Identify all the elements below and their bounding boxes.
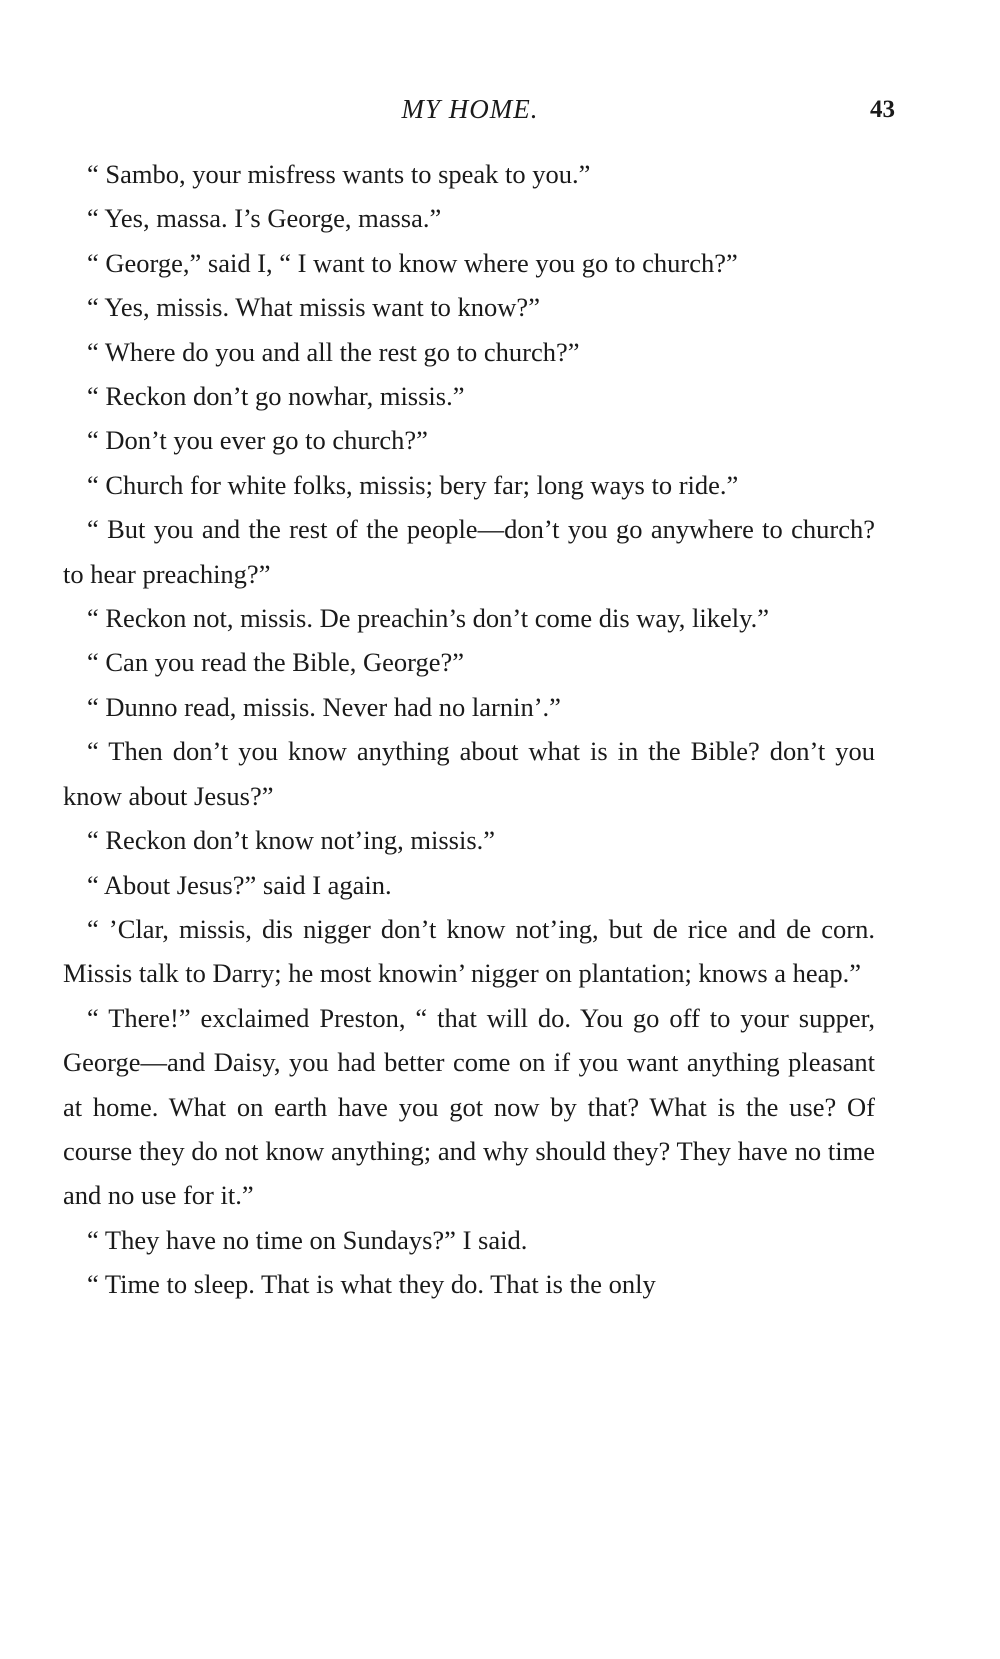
paragraph: “ But you and the rest of the people—don’t you go anywhere to church? to hear preaching?” xyxy=(63,514,875,589)
paragraph: “ They have no time on Sundays?” I said. xyxy=(87,1224,528,1255)
paragraph: “ ’Clar, missis, dis nigger don’t know not’ing, but de rice and de corn. Missis talk to Darry; he most knowin’ nigger on plantation; knows a heap.” xyxy=(63,913,875,989)
paragraph: “ Yes, massa. I’s George, massa.” xyxy=(87,203,442,234)
paragraph: “ Yes, missis. What missis want to know?” xyxy=(87,292,540,323)
paragraph: “ There!” exclaimed Preston, “ that will do. You go off to your supper, George—and Daisy, you had better come on if you want anything pleasant at home. What on earth have you got now by that? What is the use? Of course they do not know anything; and why should they? They have no time and no use for it.” xyxy=(63,1002,875,1211)
paragraph: “ Where do you and all the rest go to church?” xyxy=(87,336,580,367)
paragraph: “ Reckon not, missis. De preachin’s don’t come dis way, likely.” xyxy=(87,603,769,634)
paragraph: “ Sambo, your misfress wants to speak to you.” xyxy=(87,159,591,189)
paragraph: “ Church for white folks, missis; bery far; long ways to ride.” xyxy=(87,469,739,500)
paragraph: “ About Jesus?” said I again. xyxy=(87,869,392,900)
paragraph: “ Reckon don’t know not’ing, missis.” xyxy=(87,825,496,856)
running-title: MY HOME. xyxy=(401,94,539,124)
paragraph: “ Dunno read, missis. Never had no larnin’.” xyxy=(87,691,561,722)
paragraph: “ Don’t you ever go to church?” xyxy=(87,425,428,456)
paragraph: “ Reckon don’t go nowhar, missis.” xyxy=(87,381,465,412)
page-number: 43 xyxy=(870,96,895,123)
paragraph: “ Then don’t you know anything about what is in the Bible? don’t you know about Jesus?” xyxy=(63,736,875,811)
paragraph: “ Time to sleep. That is what they do. That is the only xyxy=(87,1269,656,1300)
paragraph: “ George,” said I, “ I want to know where you go to church?” xyxy=(87,247,738,278)
running-head xyxy=(0,94,1000,134)
body-text xyxy=(63,152,875,1307)
paragraph: “ Can you read the Bible, George?” xyxy=(87,647,464,678)
